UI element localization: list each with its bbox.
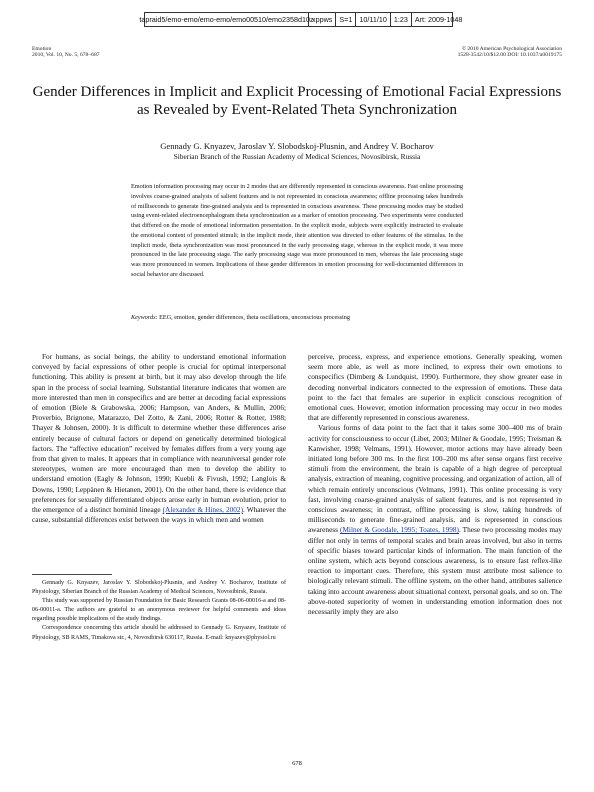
body-paragraph: perceive, process, express, and experience emotions. Generally speaking, women seem more able, as well as more inclined, to express their own emotions to conspecifics (Dimberg & Lundquist, 1990). Furthermore, they show greater ease in decoding nonverbal indicators connected to the expression of emotions. These data point to the fact that females are superior in explicit conscious recognition of emotional cues. However, emotion information processing may occur in two modes that are differently represented in conscious awareness.: [308, 352, 562, 423]
proof-time: 1:23: [391, 13, 412, 26]
keywords-text: EEG, emotion, gender differences, theta oscillations, unconscious processing: [159, 314, 350, 321]
footnote-correspondence: Correspondence concerning this article should be addressed to Gennady G. Knyazev, Institute of Physiology, SB RAMS, Timakova str., 4, Novosibirsk 630117, Russia. E-mail: knyazev@physiol.ru: [32, 625, 286, 641]
footnote-divider: [32, 574, 112, 575]
article-title: Gender Differences in Implicit and Explicit Processing of Emotional Facial Expressions as Revealed by Event-Related Theta Synchronization: [32, 84, 562, 118]
copyright-line: © 2010 American Psychological Association: [461, 46, 562, 52]
citation-link[interactable]: (Milner & Goodale, 1995; Toates, 1998): [340, 525, 459, 535]
author-affiliation: Siberian Branch of the Russian Academy of Medical Sciences, Novosibirsk, Russia: [173, 152, 421, 161]
body-column-right: [308, 352, 562, 617]
footnote-affiliation: Gennady G. Knyazev, Jaroslav Y. Slobodskoj-Plusnin, and Andrey V. Bocharov, Institute of Physiology, Siberian Branch of the Russian Academy of Medical Sciences, Novosibirsk, Russia.: [32, 580, 286, 596]
page-number: 678: [292, 760, 302, 767]
proof-sheet: S=1: [336, 13, 356, 26]
author-list: Gennady G. Knyazev, Jaroslav Y. Slobodskoj-Plusnin, and Andrey V. Bocharov: [160, 141, 434, 151]
keywords: [131, 313, 463, 322]
doi-line: 1528-3542/10/$12.00 DOI: 10.1037/a0019175: [457, 52, 562, 59]
body-text: Various forms of data point to the fact that it takes some 300–400 ms of brain activity for consciousness to occur (Libet, 2003; Milner & Goodale, 1995; Treisman & Kanwisher, 1998; Velmans, 1991). However, motor actions may have already been initiated long before 300 ms. In the first 100–200 ms after sense organs first receive stimuli from the environment, the brain is capable of a high degree of perceptual analysis, extraction of meaning, cognitive processing, and organization of action, all of which remain entirely unconscious (Velmans, 1991). This online processing is very fast, involving coarse-grained analysis of salient features, and is not represented in conscious awareness; in contrast, offline processing is slow, taking hundreds of milliseconds to generate fine-grained analysis, and is represented in conscious awareness: [308, 423, 562, 535]
citation-link[interactable]: (Alexander & Hines, 2002): [162, 505, 244, 515]
body-text: For humans, as social beings, the ability to understand emotional information conveyed by facial expressions of other people is crucial for optimal interpersonal functioning. This ability is present at birth, but it may also develop through the life span in the process of social learning. Substantial literature indicates that women are more interested than men in conspecifics and are better at decoding facial expressions of emotion (Biele & Grabowska, 2006; Hampson, van Anders, & Mullin, 2006; Proverbio, Brignone, Matarazzo, Del Zotto, & Zani, 2006; Rotter & Rotter, 1988; Thayer & Johnsen, 2000). It is difficult to determine whether these differences arise entirely because of cultural factors or depend on genetically determined biological factors. The “affective education” received by females differs from a very young age from that given to males. It appears that in compliance with nearuniversal gender role stereotypes, women are more encouraged than men to develop the ability to understand emotion (Eagly & Johnson, 1990; Kuebli & Fivush, 1992; Langlois & Downs, 1990; Leppänen & Hietanen, 2001). On the other hand, there is evidence that preferences for sexually differentiated objects arose early in human evolution, prior to the emergence of a distinct hominid lineage: [32, 352, 286, 515]
keywords-label: Keywords:: [131, 314, 158, 321]
body-paragraph: [308, 423, 562, 617]
footnote-funding: This study was supported by Russian Foundation for Basic Research Grants 08-06-00016-a and 08-06-00011-a. The authors are grateful to an anonymous reviewer for helpful comments and ideas regarding possible implications of the study findings.: [32, 598, 286, 623]
proof-system: xppws: [309, 13, 336, 26]
proof-article-number: Art: 2009-1048: [414, 15, 463, 24]
journal-citation: [32, 46, 100, 59]
proof-file-path: tapraid5/emo-emo/emo-emo/emo00510/emo2358d10z: [139, 15, 314, 24]
proof-header-bar: [139, 12, 463, 27]
body-column-left: [32, 352, 286, 525]
author-note: [32, 579, 286, 643]
proof-date: 10/11/10: [356, 13, 390, 26]
copyright-block: [458, 46, 562, 59]
body-text: . These two processing modes may differ not only in terms of temporal scales and brain areas involved, but also in terms of specific biases toward particular kinds of information. The main function of the online system, which acts beyond conscious awareness, is to ensure fast reflex-like reaction to important cues. Therefore, this system must attribute most salience to biologically relevant stimuli. The offline system, on the other hand, attributes salience taking into account awareness about situational context, personal goals, and so on. The above-noted superiority of women in understanding emotion information does not necessarily imply they are also: [308, 525, 562, 617]
abstract: Emotion information processing may occur in 2 modes that are differently represented in conscious awareness. Fast online processing involves coarse-grained analysis of salient features and is not represented in conscious awareness; offline processing takes hundreds of milliseconds to generate fine-grained analysis and is represented in conscious awareness. These processing modes may be studied using event-related electroencephalogram theta synchronization as a marker of emotion processing. Two experiments were conducted that differed on the mode of emotional information presentation. In the explicit mode, subjects were explicitly instructed to evaluate the emotional content of presented stimuli; in the implicit mode, their attention was directed to other features of the stimulus. In the implicit mode, theta synchronization was most pronounced in the early processing stage, whereas in the explicit mode, it was more pronounced in the late processing stage. The early processing stage was more pronounced in men, whereas the late processing stage was more pronounced in women. Implications of these gender differences in emotion processing for well-documented differences in social behavior are discussed.: [131, 183, 463, 278]
journal-name: Emotion: [32, 46, 52, 52]
journal-volume: 2010, Vol. 10, No. 5, 678–687: [32, 52, 100, 59]
body-text: . Whatever the cause, substantial differences exist between the ways in which men and women: [32, 505, 286, 525]
body-paragraph: [32, 352, 286, 525]
